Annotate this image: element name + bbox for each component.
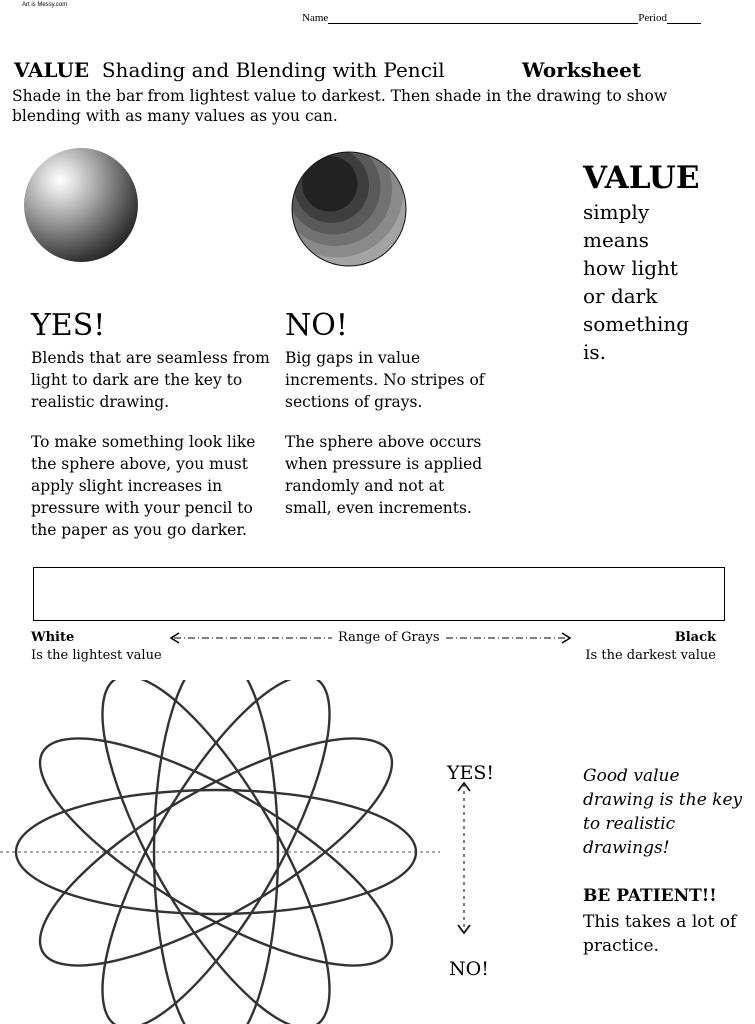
white-label: White <box>31 630 75 645</box>
definition-line: something <box>583 312 690 336</box>
source-credit: Art is Messy.com <box>22 2 68 8</box>
be-patient-note: BE PATIENT!! <box>583 886 717 906</box>
black-description: Is the darkest value <box>585 648 716 663</box>
definition-line: or dark <box>583 284 658 308</box>
definition-line: simply <box>583 200 650 224</box>
no-heading: NO! <box>285 308 348 343</box>
page-title <box>14 58 445 82</box>
yes-heading: YES! <box>31 308 106 343</box>
no-paragraph-1: Big gaps in value increments. No stripes of sections of grays. <box>285 349 485 411</box>
definition-line: how light <box>583 256 678 280</box>
title-value-word: VALUE <box>14 58 90 82</box>
good-value-note: Good value drawing is the key to realistic drawings! <box>583 766 743 858</box>
yes-paragraph-2: To make something look like the sphere above, you must apply slight increases in pressure with your pencil to the paper as you go darker. <box>31 433 256 539</box>
value-heading: VALUE <box>583 160 700 196</box>
overlapping-ellipses-drawing[interactable] <box>0 680 440 1024</box>
value-shading-bar[interactable] <box>33 567 725 621</box>
name-label: Name <box>302 12 329 24</box>
value-definition <box>583 198 733 366</box>
practice-note: This takes a lot of practice. <box>583 912 737 956</box>
vertical-double-arrow-icon <box>452 778 476 938</box>
range-of-grays-label: Range of Grays <box>338 630 440 645</box>
white-description: Is the lightest value <box>31 648 162 663</box>
blended-sphere <box>24 148 138 262</box>
period-label: Period <box>638 12 667 24</box>
title-rest: Shading and Blending with Pencil <box>101 58 445 82</box>
period-blank[interactable] <box>667 12 701 24</box>
no-paragraph-2: The sphere above occurs when pressure is applied randomly and not at small, even increments. <box>285 433 483 517</box>
yes-small-label: YES! <box>447 762 495 784</box>
instructions: Shade in the bar from lightest value to darkest. Then shade in the drawing to show blending with as many values as you can. <box>12 87 668 125</box>
definition-line: is. <box>583 340 607 364</box>
definition-line: means <box>583 228 649 252</box>
striped-sphere <box>290 150 408 268</box>
black-label: Black <box>674 630 716 645</box>
sphere-stripe-band <box>302 156 358 212</box>
name-blank[interactable] <box>328 12 638 24</box>
name-period-line <box>302 12 701 24</box>
worksheet-label: Worksheet <box>522 58 642 82</box>
no-small-label: NO! <box>449 958 489 980</box>
yes-paragraph-1: Blends that are seamless from light to dark are the key to realistic drawing. <box>31 349 270 411</box>
